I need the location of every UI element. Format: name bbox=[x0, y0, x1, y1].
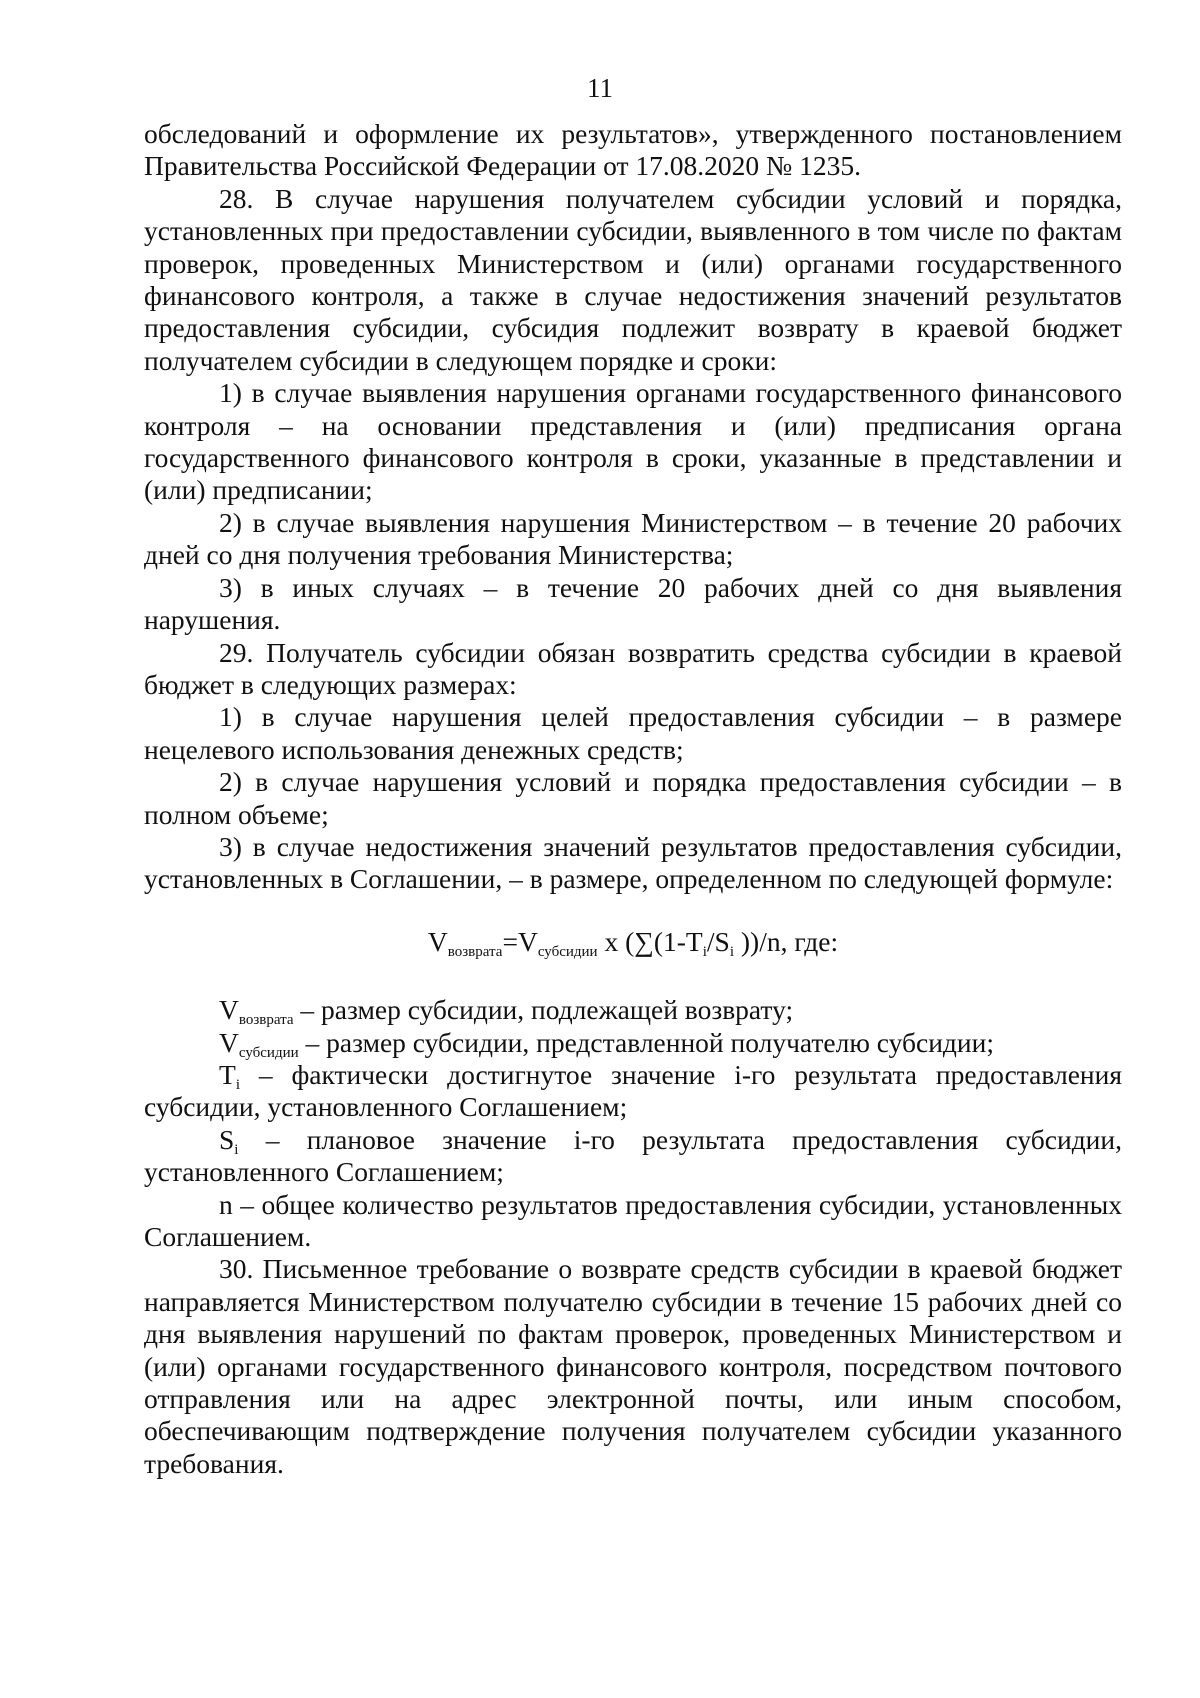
definition-text: – фактически достигнутое значение i-го результата предоставления субсидии, установленного Соглашением; bbox=[144, 1058, 1122, 1123]
definition-v-return bbox=[144, 994, 1122, 1029]
paragraph-29-item-1: 1) в случае нарушения целей предоставления субсидии – в размере нецелевого использования денежных средств; bbox=[144, 701, 1122, 765]
page-number: 11 bbox=[587, 73, 613, 103]
paragraph-28-item-3: 3) в иных случаях – в течение 20 рабочих дней со дня выявления нарушения. bbox=[144, 571, 1122, 636]
formula-sub-t: i bbox=[702, 943, 707, 960]
definition-symbol: S bbox=[219, 1123, 235, 1155]
paragraph-28: 28. В случае нарушения получателем субсидии условий и порядка, установленных при предоставлении субсидии, выявленного в том числе по фактам проверок, проведенных Министерством и (или) органами государственного финансового контроля, а также в случае недостижения значений результатов предоставления субсидии, субсидия подлежит возврату в краевой бюджет получателем субсидии в следующем порядке и сроки: bbox=[144, 182, 1122, 376]
definition-symbol: V bbox=[219, 994, 239, 1026]
definition-text: – размер субсидии, представленной получателю субсидии; bbox=[298, 1026, 994, 1058]
paragraph-29-item-3: 3) в случае недостижения значений результатов предоставления субсидии, установленных в Соглашении, – в размере, определенном по следующей формуле: bbox=[144, 830, 1122, 895]
definition-subscript: субсидии bbox=[238, 1044, 299, 1061]
formula-sub-subsidy: субсидии bbox=[537, 943, 598, 960]
definition-s bbox=[144, 1124, 1122, 1189]
definition-v-subsidy bbox=[144, 1027, 1122, 1059]
paragraph-30: 30. Письменное требование о возврате средств субсидии в краевой бюджет направляется Министерством получателю субсидии в течение 15 рабочих дней со дня выявления нарушений по фактам проверок, проведенных Министерством и (или) органами государственного финансового контроля, посредством почтового отправления или на адрес электронной почты, или иным способом, обеспечивающим подтверждение получения получателем субсидии указанного требования. bbox=[144, 1253, 1122, 1479]
definition-text: – размер субсидии, подлежащей возврату; bbox=[293, 994, 794, 1026]
formula-eq: =V bbox=[502, 925, 538, 957]
formula-slash: /S bbox=[706, 925, 730, 957]
paragraph-29-item-2: 2) в случае нарушения условий и порядка предоставления субсидии – в полном объеме; bbox=[144, 766, 1122, 830]
formula-end: ))/n, где: bbox=[734, 925, 839, 957]
paragraph-28-item-1: 1) в случае выявления нарушения органами государственного финансового контроля – на основании представления и (или) предписания органа государственного финансового контроля в сроки, указанные в представлении и (или) предписании; bbox=[144, 377, 1122, 506]
definition-subscript: возврата bbox=[238, 1012, 294, 1029]
formula-mid: x (∑(1-T bbox=[597, 925, 703, 957]
paragraph-28-item-2: 2) в случае выявления нарушения Министерством – в течение 20 рабочих дней со дня получения требования Министерства; bbox=[144, 506, 1122, 571]
document-body bbox=[144, 118, 1122, 1480]
definition-subscript: i bbox=[235, 1076, 240, 1093]
formula-sub-return: возврата bbox=[447, 943, 503, 960]
paragraph-continuation: обследований и оформление их результатов», утвержденного постановлением Правительства Российской Федерации от 17.08.2020 № 1235. bbox=[144, 118, 1122, 182]
paragraph-29: 29. Получатель субсидии обязан возвратить средства субсидии в краевой бюджет в следующих размерах: bbox=[144, 636, 1122, 700]
formula bbox=[144, 926, 1122, 958]
definition-symbol: T bbox=[219, 1058, 236, 1090]
definition-t bbox=[144, 1059, 1122, 1124]
formula-sub-s: i bbox=[729, 943, 734, 960]
definition-symbol: V bbox=[219, 1026, 239, 1058]
definition-text: – плановое значение i-го результата предоставления субсидии, установленного Соглашением; bbox=[144, 1123, 1122, 1188]
formula-v: V bbox=[427, 925, 448, 957]
definition-subscript: i bbox=[234, 1141, 239, 1158]
definition-n: n – общее количество результатов предоставления субсидии, установленных Соглашением. bbox=[144, 1188, 1122, 1252]
